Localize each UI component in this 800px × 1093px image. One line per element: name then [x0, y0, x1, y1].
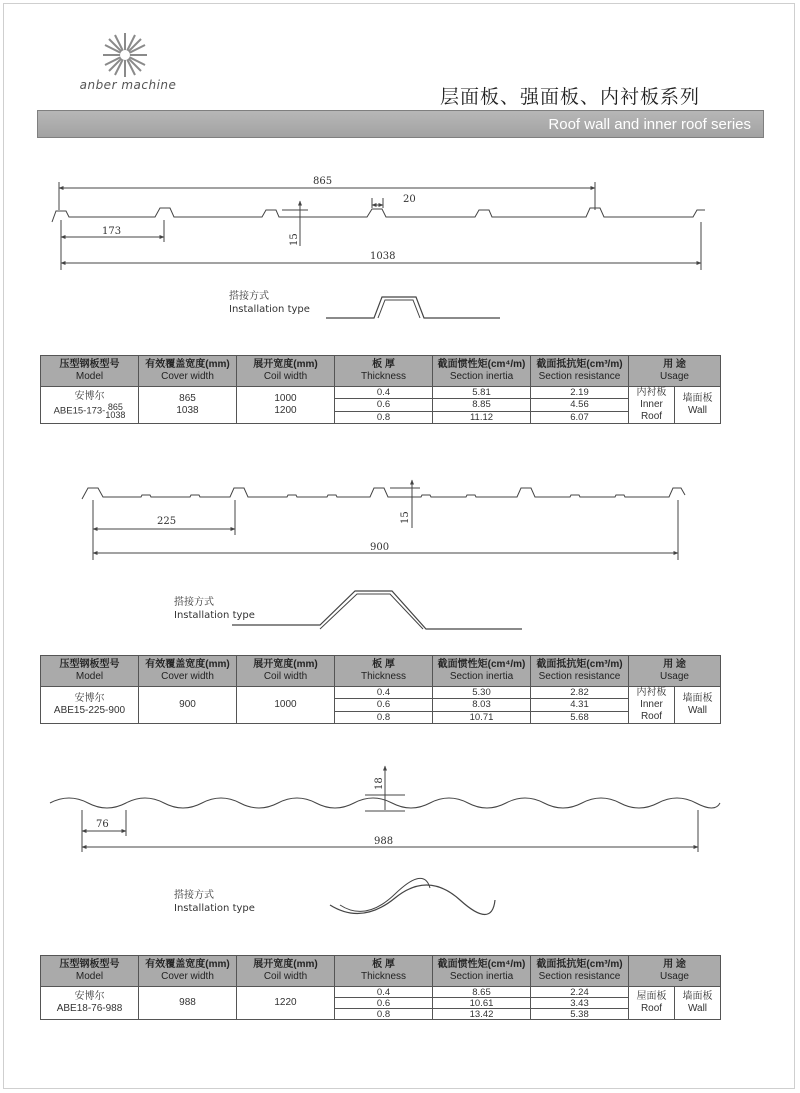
profile-2-install-label — [174, 596, 255, 622]
header-cover-width: 有效覆盖宽度(mm) Cover width — [139, 956, 237, 987]
usage-a-cell: 内衬板 Inner Roof — [629, 387, 675, 424]
model-cell: 安博尔 ABE15-225-900 — [41, 687, 139, 724]
thickness-cell: 0.8 — [335, 711, 433, 723]
header-cover-width: 有效覆盖宽度(mm) Cover width — [139, 356, 237, 387]
table-row — [41, 987, 721, 998]
header-coil-width: 展开宽度(mm) Coil width — [237, 356, 335, 387]
profile-1-drawing — [52, 182, 705, 318]
header-section-resistance: 截面抵抗矩(cm³/m) Section resistance — [531, 656, 629, 687]
inertia-cell: 5.30 — [433, 687, 531, 699]
resistance-cell: 2.24 — [531, 987, 629, 998]
thickness-cell: 0.6 — [335, 699, 433, 711]
inertia-cell: 10.71 — [433, 711, 531, 723]
resistance-cell: 3.43 — [531, 998, 629, 1009]
cover-width-cell: 865 1038 — [139, 387, 237, 424]
resistance-cell: 5.68 — [531, 711, 629, 723]
inertia-cell: 5.81 — [433, 387, 531, 399]
coil-width-cell: 1000 — [237, 687, 335, 724]
install-label-en: Installation type — [229, 304, 310, 315]
profile-1-dim-pitch: 173 — [102, 226, 122, 237]
profile-3-dim-pitch: 76 — [96, 819, 109, 830]
profile-2-dim-pitch: 225 — [157, 516, 177, 527]
coil-width-cell: 1220 — [237, 987, 335, 1020]
resistance-cell: 5.38 — [531, 1009, 629, 1020]
header-usage: 用 途 Usage — [629, 656, 721, 687]
table-header-row — [41, 356, 721, 387]
profile-3-dim-height: 18 — [374, 777, 385, 790]
resistance-cell: 4.56 — [531, 399, 629, 411]
thickness-cell: 0.6 — [335, 399, 433, 411]
header-usage: 用 途 Usage — [629, 956, 721, 987]
install-label-cn: 搭接方式 — [174, 890, 214, 901]
header-coil-width: 展开宽度(mm) Coil width — [237, 656, 335, 687]
profile-2-dim-total: 900 — [370, 542, 390, 553]
profile-1-dim-cover: 865 — [313, 176, 333, 187]
profile-2-dim-height: 15 — [400, 511, 411, 524]
page-title-en: Roof wall and inner roof series — [548, 116, 751, 133]
profile-2-drawing — [82, 480, 685, 629]
profile-1-sheet — [52, 208, 705, 222]
spec-table-2 — [40, 655, 721, 724]
profile-1-install-label — [229, 290, 310, 316]
usage-a-cell: 屋面板 Roof — [629, 987, 675, 1020]
usage-b-cell: 墙面板 Wall — [675, 387, 721, 424]
header-section-resistance: 截面抵抗矩(cm³/m) Section resistance — [531, 356, 629, 387]
header-model: 压型钢板型号 Model — [41, 656, 139, 687]
header-thickness: 板 厚 Thickness — [335, 356, 433, 387]
model-cell: 安博尔 ABE15-173- 865 1038 — [41, 387, 139, 424]
inertia-cell: 8.03 — [433, 699, 531, 711]
resistance-cell: 2.82 — [531, 687, 629, 699]
header-coil-width: 展开宽度(mm) Coil width — [237, 956, 335, 987]
spec-table-3 — [40, 955, 721, 1020]
inertia-cell: 11.12 — [433, 411, 531, 423]
header-thickness: 板 厚 Thickness — [335, 956, 433, 987]
header-section-inertia: 截面惯性矩(cm⁴/m) Section inertia — [433, 956, 531, 987]
spec-table-1 — [40, 355, 721, 424]
table-row — [41, 387, 721, 399]
header-model: 压型钢板型号 Model — [41, 356, 139, 387]
model-cell: 安博尔 ABE18-76-988 — [41, 987, 139, 1020]
profile-3-dim-total: 988 — [374, 836, 394, 847]
inertia-cell: 8.65 — [433, 987, 531, 998]
thickness-cell: 0.8 — [335, 1009, 433, 1020]
install-label-en: Installation type — [174, 610, 255, 621]
profile-3-overlap — [330, 885, 495, 915]
resistance-cell: 4.31 — [531, 699, 629, 711]
install-label-en: Installation type — [174, 903, 255, 914]
resistance-cell: 2.19 — [531, 387, 629, 399]
thickness-cell: 0.4 — [335, 987, 433, 998]
resistance-cell: 6.07 — [531, 411, 629, 423]
install-label-cn: 搭接方式 — [229, 291, 269, 302]
cover-width-cell: 900 — [139, 687, 237, 724]
logo-text: anber machine — [79, 78, 177, 92]
header-section-inertia: 截面惯性矩(cm⁴/m) Section inertia — [433, 356, 531, 387]
usage-a-cell: 内衬板 Inner Roof — [629, 687, 675, 724]
table-header-row — [41, 656, 721, 687]
thickness-cell: 0.4 — [335, 387, 433, 399]
table-row — [41, 687, 721, 699]
profile-1-dim-total: 1038 — [370, 251, 396, 262]
page-title-cn: 层面板、强面板、内衬板系列 — [440, 86, 701, 108]
thickness-cell: 0.4 — [335, 687, 433, 699]
header-section-resistance: 截面抵抗矩(cm³/m) Section resistance — [531, 956, 629, 987]
header-thickness: 板 厚 Thickness — [335, 656, 433, 687]
profile-2-overlap — [232, 591, 522, 629]
header-model: 压型钢板型号 Model — [41, 956, 139, 987]
coil-width-cell: 1000 1200 — [237, 387, 335, 424]
inertia-cell: 13.42 — [433, 1009, 531, 1020]
thickness-cell: 0.8 — [335, 411, 433, 423]
inertia-cell: 8.85 — [433, 399, 531, 411]
cover-width-cell: 988 — [139, 987, 237, 1020]
thickness-cell: 0.6 — [335, 998, 433, 1009]
profile-1-dim-height: 15 — [289, 233, 300, 246]
profile-3-install-label — [174, 889, 255, 915]
table-header-row — [41, 956, 721, 987]
header-usage: 用 途 Usage — [629, 356, 721, 387]
usage-b-cell: 墙面板 Wall — [675, 687, 721, 724]
inertia-cell: 10.61 — [433, 998, 531, 1009]
profile-1-dim-rib-top: 20 — [403, 194, 416, 205]
profile-2-sheet — [82, 488, 685, 499]
header-cover-width: 有效覆盖宽度(mm) Cover width — [139, 656, 237, 687]
header-section-inertia: 截面惯性矩(cm⁴/m) Section inertia — [433, 656, 531, 687]
usage-b-cell: 墙面板 Wall — [675, 987, 721, 1020]
install-label-cn: 搭接方式 — [174, 597, 214, 608]
